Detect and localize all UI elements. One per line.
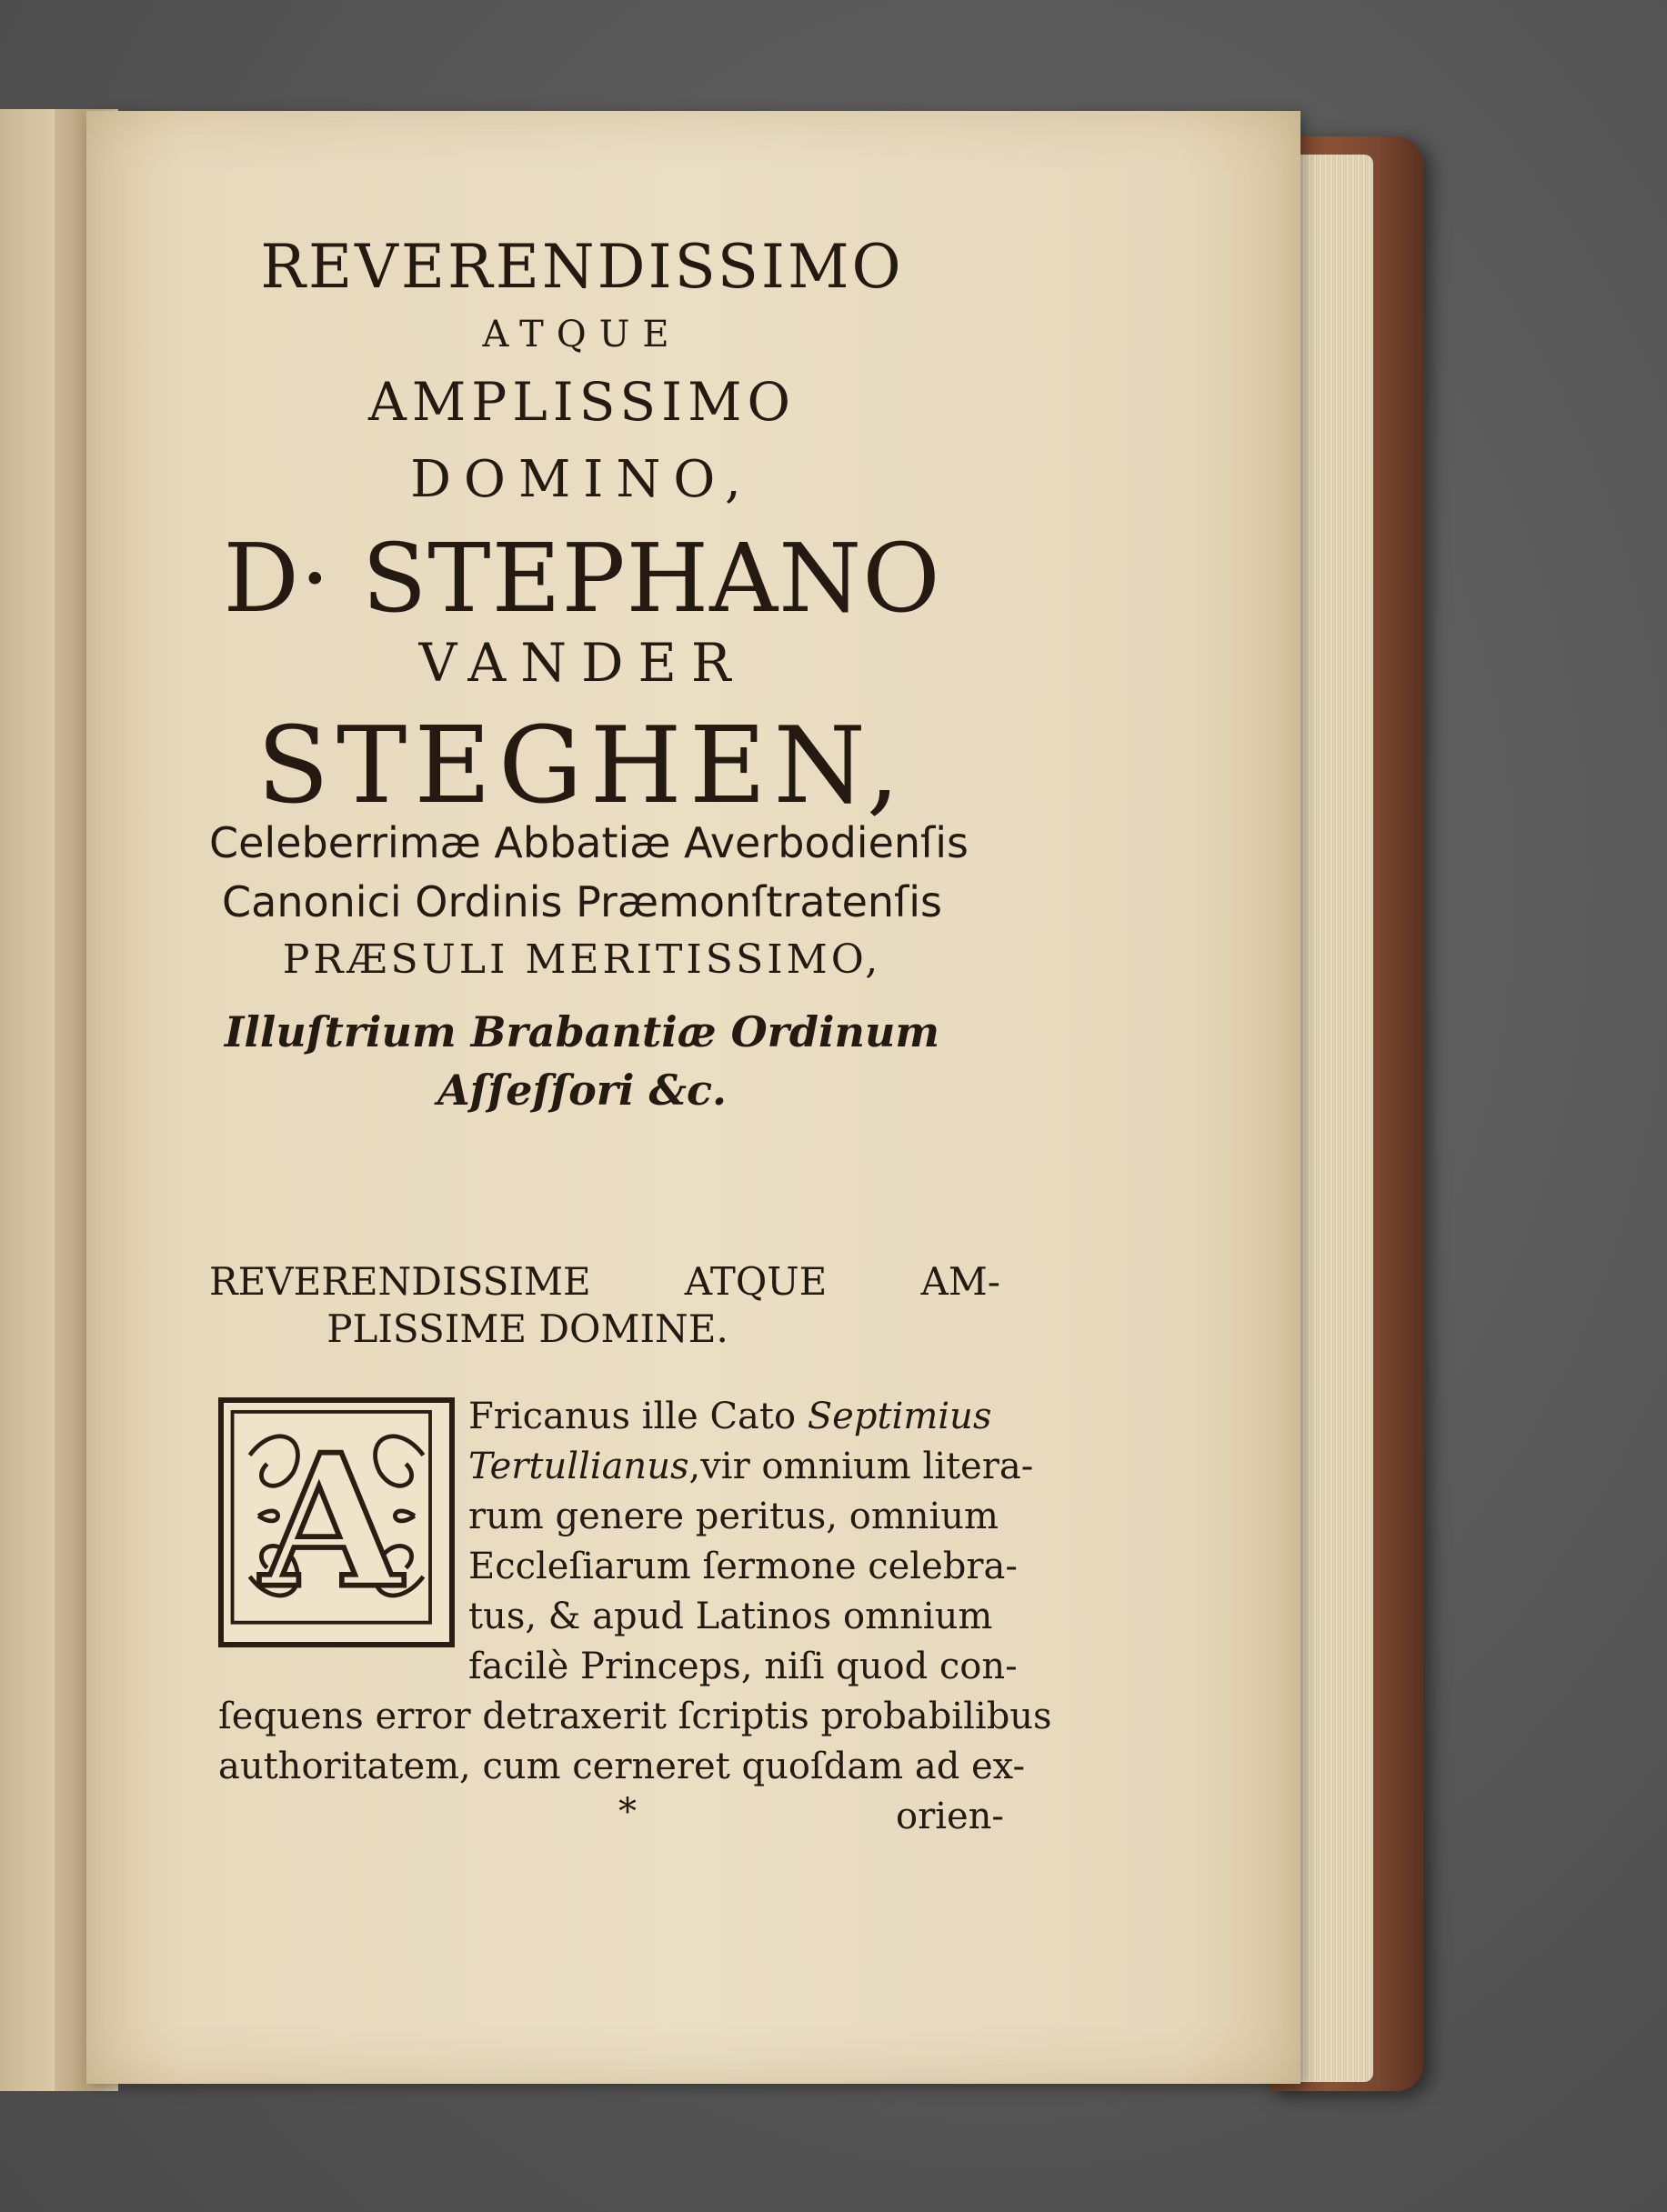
title-line-1: REVERENDISSIMO [260, 232, 904, 302]
body-line-5: tus, & apud Latinos omnium [468, 1596, 993, 1637]
drop-cap-letter: A [260, 1415, 402, 1629]
body-line-8: authoritatem, cum cerneret quoſdam ad ex- [218, 1746, 1026, 1787]
body-line-2b: ,vir omnium litera- [688, 1446, 1034, 1487]
title-line-11: Illuſtrium Brabantiæ Ordinum [224, 1007, 940, 1056]
catchword: orien- [896, 1796, 1004, 1837]
title-line-7: STEGHEN, [256, 705, 908, 827]
title-line-2: ATQUE [482, 314, 682, 355]
body-line-1b: Septimius [807, 1396, 992, 1437]
title-line-5: D· STEPHANO [223, 523, 941, 634]
title-line-3: AMPLISSIMO [367, 371, 797, 433]
body-line-6: facilè Princeps, niſi quod con- [468, 1646, 1018, 1687]
drop-cap-ornament [218, 1397, 455, 1647]
title-line-4: DOMINO, [410, 450, 754, 509]
body-line-2 [468, 1446, 1033, 1487]
salutation-line-2: PLISSIME DOMINE. [326, 1306, 728, 1351]
title-line-12: Aſſeſſori &c. [437, 1066, 728, 1115]
title-line-10: PRÆSULI MERITISSIMO, [282, 936, 882, 983]
signature-mark: * [618, 1791, 637, 1833]
title-line-9: Canonici Ordinis Præmonſtratenſis [222, 877, 942, 926]
title-line-6: VANDER [418, 632, 746, 694]
body-line-2a: Tertullianus [468, 1446, 689, 1487]
body-line-7: ſequens error detraxerit ſcriptis probabilibus [218, 1696, 1052, 1737]
body-line-1 [468, 1396, 991, 1437]
salutation-line-1: REVERENDISSIME ATQUE AM- [209, 1259, 1000, 1304]
body-line-1a: Fricanus ille Cato [468, 1396, 808, 1437]
title-line-8: Celeberrimæ Abbatiæ Averbodienſis [209, 818, 969, 867]
ornament-icon [224, 1403, 449, 1642]
body-line-4: Eccleſiarum ſermone celebra- [468, 1546, 1018, 1587]
body-line-3: rum genere peritus, omnium [468, 1496, 999, 1537]
